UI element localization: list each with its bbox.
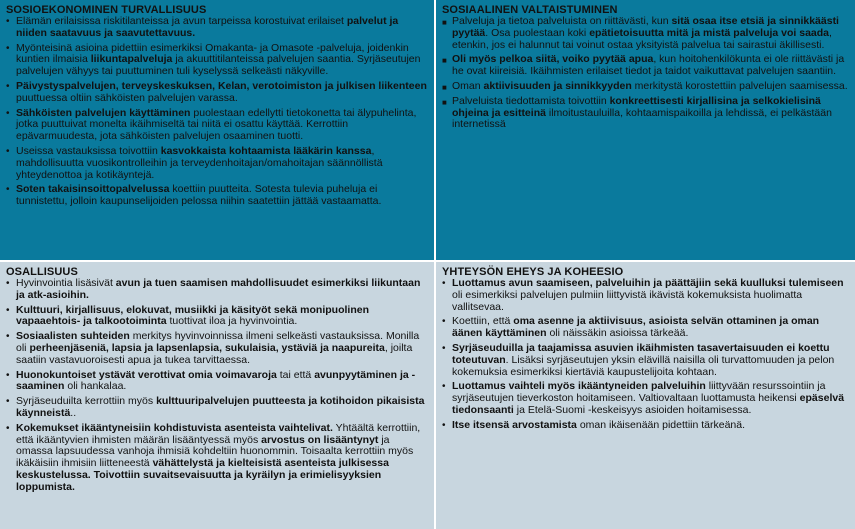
bullet-icon: • xyxy=(6,80,10,92)
list-item xyxy=(6,43,428,78)
body-text: , mahdollisuutta vuosikontrolleihin ja terveydenhoitajan/omahoitajan säännöllistä yhteydenottoa ja kotikäyntejä. xyxy=(16,144,383,181)
emphasis-text: perheenjäseniä, lapsia ja lapsenlapsia, sukulaisia, ystäviä ja naapureita xyxy=(29,341,385,354)
list-item xyxy=(442,54,849,78)
list-item xyxy=(6,370,428,394)
emphasis-text: epäselvä tiedonsaanti xyxy=(452,392,845,416)
bullet-list xyxy=(0,278,434,494)
bullet-icon: • xyxy=(442,278,446,289)
bullet-icon: ■ xyxy=(442,18,447,27)
list-item xyxy=(442,420,849,432)
emphasis-text: Sähköisten palvelujen käyttäminen xyxy=(16,106,191,119)
bullet-icon: ■ xyxy=(442,56,447,66)
emphasis-text: palvelut ja niiden saatavuus ja saavutettavuus. xyxy=(16,15,399,39)
body-text: . Osa puolestaan koki xyxy=(485,26,590,39)
body-text: , kun hoitohenkilökunta ei ole riittävästi ja he ovat kiireisiä. Ikäihmisten erilaiset tiedot ja taidot vaikuttavat palvelujen saantiin. xyxy=(452,53,845,78)
emphasis-text: Luottamus vaihteli myös ikääntyneiden palveluihin xyxy=(452,380,706,393)
emphasis-text: Huonokuntoiset ystävät verottivat omia voimavaroja xyxy=(16,368,277,381)
bullet-icon: • xyxy=(442,342,446,354)
list-item xyxy=(442,316,849,340)
body-text: tai että xyxy=(276,368,315,381)
list-item xyxy=(442,96,849,131)
body-text: tuottivat iloa ja hyvinvointia. xyxy=(166,315,298,328)
panel-participation xyxy=(0,262,434,529)
bullet-icon: ■ xyxy=(442,97,447,107)
body-text: koettiin puutteita. Sotesta tulevia puheluja ei tunnistettu, jolloin kaupunselijoiden pelossa niihin saatettiin jättää vastaamatta. xyxy=(16,183,382,208)
body-text: merkitys hyvinvoinnissa ilmeni selkeästi vastauksissa. Monilla oli xyxy=(16,330,420,354)
body-text: puolestaan edellytti tietokonetta tai älypuhelinta, jotka puuttuivat monelta ikäihmiseltä tai niitä ei osattu käyttää. Kerrottiin epävarmuudesta, jota sähköisten palvelujen osaaminen tuotti. xyxy=(16,106,417,143)
emphasis-text: vähättelystä ja kielteisistä asenteista julkisessa keskustelussa. Toivottiin suvaitsevaisuutta ja kyräilyn ja erimielisyyksien loppumista. xyxy=(16,457,389,493)
body-text: Myönteisinä asioina pidettiin esimerkiksi Omakanta- ja Omasote -palveluja, joidenkin kuntien ilmaisia xyxy=(16,41,409,66)
bullet-icon: • xyxy=(6,396,10,408)
list-item xyxy=(442,278,849,313)
panel-title: OSALLISUUS xyxy=(6,266,78,278)
panel-title: SOSIOEKONOMINEN TURVALLISUUS xyxy=(6,4,207,16)
body-text: oman ikäisenään pidettiin tärkeänä. xyxy=(576,418,746,431)
body-text: liittyvään resurssointiin ja syrjäseutujen tieverkoston hoitamiseen. Valtiovaltaan luottamusta heikensi xyxy=(452,380,826,405)
emphasis-text: Syrjäseuduilla ja taajamissa asuvien ikäihmisten tasavertaisuuden ei koettu toteutuvan xyxy=(452,341,830,366)
body-text: .. xyxy=(70,406,77,419)
bullet-icon: • xyxy=(6,304,10,316)
body-text: , etenkin, jos ei halunnut tai voinut ostaa yksityistä palvelua tai sairastui äkillisesti. xyxy=(452,26,832,51)
emphasis-text: sitä osaa itse etsiä ja sinnikkäästi pyytää xyxy=(452,15,839,39)
bullet-icon: • xyxy=(6,16,10,27)
panel-social-empowerment xyxy=(436,0,855,260)
emphasis-text: kulttuuripalvelujen puutteesta ja kotihoidon pikaisista käynneistä xyxy=(16,395,425,419)
emphasis-text: kasvokkaista kohtaamista lääkärin kanssa xyxy=(160,144,372,157)
bullet-icon: • xyxy=(6,42,10,54)
bullet-icon: • xyxy=(442,381,446,393)
list-item xyxy=(6,396,428,420)
body-text: , joilta saatiin vastavuoroisesti apua ja tukea tarvittaessa. xyxy=(16,341,413,366)
emphasis-text: Kokemukset ikääntyneisiin kohdistuvista asenteista vaihtelivat. xyxy=(16,421,333,434)
body-text: Useissa vastauksissa toivottiin xyxy=(16,144,161,157)
body-text: ilmoitustauluilla, kohtaamispaikoilla ja lehdissä, ei pelkästään internetissä xyxy=(452,106,832,131)
bullet-icon: • xyxy=(6,107,10,119)
bullet-list xyxy=(436,278,855,432)
list-item xyxy=(6,184,428,208)
list-item xyxy=(6,146,428,181)
emphasis-text: epätietoisuutta mitä ja mistä palveluja voi saada xyxy=(589,26,830,39)
panel-title: YHTEYSÖN EHEYS JA KOHEESIO xyxy=(442,266,624,278)
list-item xyxy=(442,16,849,51)
emphasis-text: Oli myös pelkoa siitä, voiko pyytää apua xyxy=(452,53,654,66)
body-text: puuttuessa oltiin sähköisten palvelujen varassa. xyxy=(16,91,238,104)
body-text: oli näissäkin asioissa tärkeää. xyxy=(546,327,689,340)
list-item xyxy=(6,305,428,329)
bullet-icon: • xyxy=(442,419,446,431)
body-text: ja omassa lapsuudessa vanhoja ihmisiä kohdeltiin huonommin. Toisaalta kerrottiin myös ikäkäisiin ihmisiin liitteneestä xyxy=(16,433,414,470)
emphasis-text: Sosiaalisten suhteiden xyxy=(16,330,130,343)
list-item xyxy=(6,16,428,40)
body-text: Palveluja ja tietoa palveluista on riittävästi, kun xyxy=(452,15,672,27)
body-text: Oman xyxy=(452,79,484,92)
body-text: Koettiin, että xyxy=(452,315,514,328)
list-item xyxy=(6,423,428,494)
body-text: oli hankalaa. xyxy=(64,380,127,393)
panel-title: SOSIAALINEN VALTAISTUMINEN xyxy=(442,4,618,16)
emphasis-text: avun ja tuen saamisen mahdollisuudet esimerkiksi liikuntaan ja atk-asioihin. xyxy=(16,277,421,301)
list-item xyxy=(442,343,849,378)
body-text: oli esimerkiksi palvelujen pulmiin liittyvistä ikävistä kokemuksista huolimatta vallitsevaa. xyxy=(452,288,803,313)
bullet-icon: • xyxy=(6,331,10,343)
emphasis-text: avunpyytäminen ja -saaminen xyxy=(16,368,416,393)
body-text: ja Etelä-Suomi -keskeisyys asioiden hoitamisessa. xyxy=(513,403,752,416)
body-text: ja akuuttitilanteissa palvelujen saantia. Syrjäseutujen palvelujen vähyys tai puuttuminen tuli kyselyssä selkeästi näkyville. xyxy=(16,53,421,78)
emphasis-text: Päivystyspalvelujen, terveyskeskuksen, Kelan, verotoimiston ja julkisen liikenteen xyxy=(16,79,427,92)
body-text: merkitystä korostettiin palvelujen saamisessa. xyxy=(631,79,848,92)
emphasis-text: liikuntapalveluja xyxy=(90,53,173,66)
bullet-list xyxy=(436,16,855,131)
bullet-icon: • xyxy=(442,316,446,328)
bullet-icon: • xyxy=(6,184,10,196)
emphasis-text: aktiivisuuden ja sinnikkyyden xyxy=(483,79,632,92)
list-item xyxy=(6,331,428,366)
emphasis-text: oma asenne ja aktiivisuus, asioista selvän ottaminen ja oman äänen käyttäminen xyxy=(452,315,820,340)
panel-socioeconomic-security xyxy=(0,0,434,260)
panel-community-cohesion xyxy=(436,262,855,529)
body-text: Hyvinvointia lisäsivät xyxy=(16,277,116,289)
emphasis-text: konkreettisesti kirjallisina ja selkokielisinä ohjeina ja esitteinä xyxy=(452,94,821,119)
body-text: Palveluista tiedottamista toivottiin xyxy=(452,94,610,107)
list-item xyxy=(6,108,428,143)
emphasis-text: Kulttuuri, kirjallisuus, elokuvat, musiikki ja käsityöt sekä monipuolinen vapaaehtois- ja talkootoiminta xyxy=(16,303,370,328)
emphasis-text: Itse itsensä arvostamista xyxy=(452,418,577,431)
list-item xyxy=(442,381,849,416)
bullet-list xyxy=(0,16,434,208)
bullet-icon: ■ xyxy=(442,82,447,92)
bullet-icon: • xyxy=(6,145,10,157)
body-text: Syrjäseuduilta kerrottiin myös xyxy=(16,395,157,408)
body-text: Elämän erilaisissa riskitilanteissa ja avun tarpeissa korostuivat erilaiset xyxy=(16,15,347,27)
bullet-icon: • xyxy=(6,369,10,381)
list-item xyxy=(6,81,428,105)
emphasis-text: arvostus on lisääntynyt xyxy=(261,433,379,446)
bullet-icon: • xyxy=(6,422,10,434)
bullet-icon: • xyxy=(6,278,10,289)
list-item xyxy=(6,278,428,302)
emphasis-text: Soten takaisinsoittopalvelussa xyxy=(16,183,170,196)
emphasis-text: Luottamus avun saamiseen, palveluihin ja päättäjiin sekä kuulluksi tulemiseen xyxy=(452,277,844,289)
list-item xyxy=(442,81,849,93)
body-text: . Lisäksi syrjäseutujen yksin elävillä naisilla oli turvattomuuden ja pelon kokemuksia esimerkiksi kiertäviä kaupustelijoita kohtaan. xyxy=(452,353,835,378)
body-text: Yhtäältä kerrottiin, että ikääntyvien ihmisten määrän lisääntyessä myös xyxy=(16,421,421,446)
